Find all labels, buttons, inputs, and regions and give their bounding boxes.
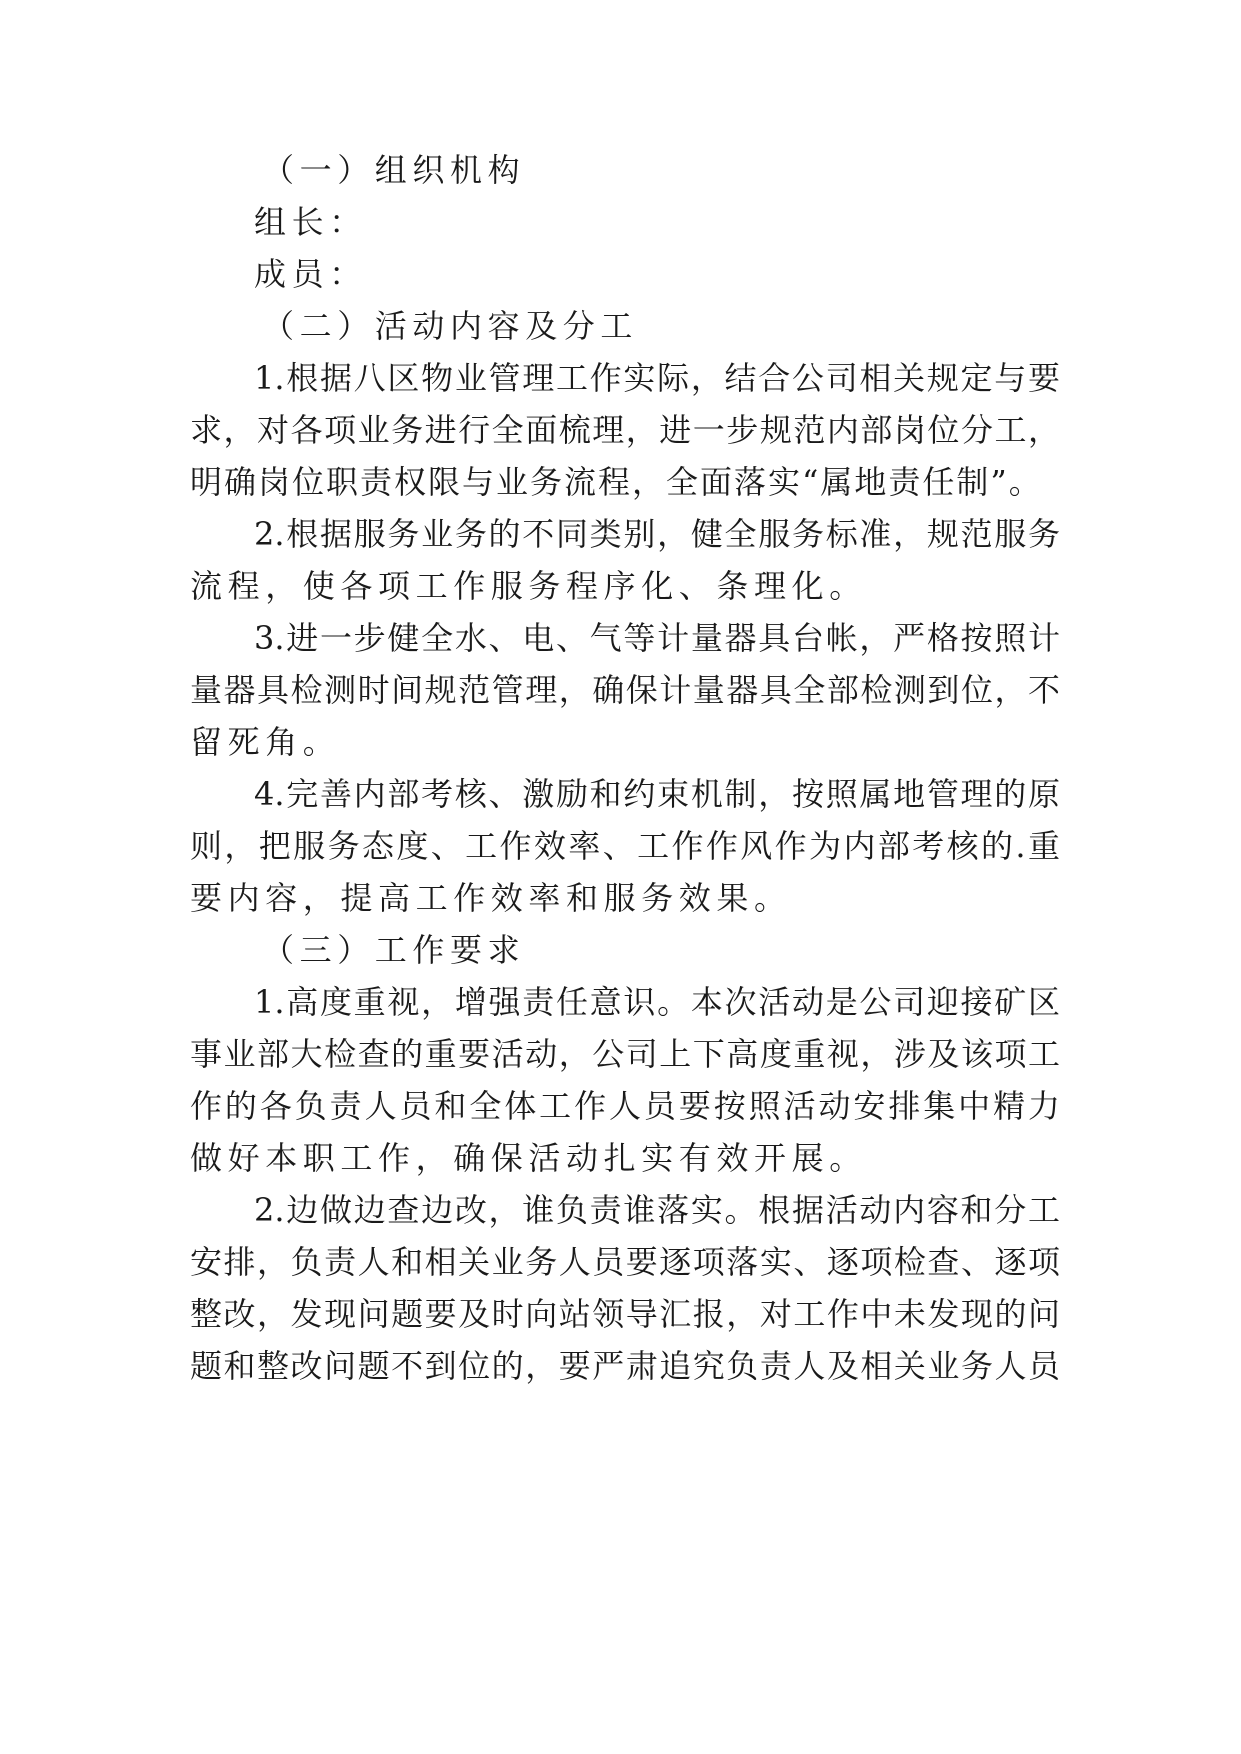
group-leader-label: 组长：: [254, 203, 367, 241]
paragraph-line: 作的各负责人员和全体工作人员要按照活动安排集中精力: [190, 1087, 1060, 1125]
paragraph-line: 事业部大检查的重要活动，公司上下高度重视，涉及该项工: [190, 1035, 1060, 1073]
paragraph-line: 流程，使各项工作服务程序化、条理化。: [190, 567, 867, 605]
paragraph-line: 3.进一步健全水、电、气等计量器具台帐，严格按照计: [254, 619, 1060, 657]
paragraph-line: 1.根据八区物业管理工作实际，结合公司相关规定与要: [254, 359, 1060, 397]
paragraph-line: 量器具检测时间规范管理，确保计量器具全部检测到位，不: [190, 671, 1060, 709]
paragraph-line: 4.完善内部考核、激励和约束机制，按照属地管理的原: [254, 775, 1060, 813]
section-heading-requirements: （三）工作要求: [262, 931, 526, 969]
paragraph-line: 1.高度重视，增强责任意识。本次活动是公司迎接矿区: [254, 983, 1060, 1021]
paragraph-line: 求，对各项业务进行全面梳理，进一步规范内部岗位分工，: [190, 411, 1060, 449]
paragraph-line: 做好本职工作，确保活动扎实有效开展。: [190, 1139, 867, 1177]
paragraph-line: 题和整改问题不到位的，要严肃追究负责人及相关业务人员: [190, 1347, 1060, 1385]
section-heading-organization: （一）组织机构: [262, 151, 526, 189]
paragraph-line: 整改，发现问题要及时向站领导汇报，对工作中未发现的问: [190, 1295, 1060, 1333]
paragraph-line: 明确岗位职责权限与业务流程，全面落实“属地责任制”。: [190, 463, 1043, 501]
paragraph-line: 留死角。: [190, 723, 341, 761]
paragraph-line: 2.边做边查边改，谁负责谁落实。根据活动内容和分工: [254, 1191, 1060, 1229]
paragraph-line: 要内容，提高工作效率和服务效果。: [190, 879, 792, 917]
section-heading-activities: （二）活动内容及分工: [262, 307, 639, 345]
paragraph-line: 则，把服务态度、工作效率、工作作风作为内部考核的.重: [190, 827, 1060, 865]
paragraph-line: 2.根据服务业务的不同类别，健全服务标准，规范服务: [254, 515, 1060, 553]
paragraph-line: 安排，负责人和相关业务人员要逐项落实、逐项检查、逐项: [190, 1243, 1060, 1281]
group-members-label: 成员：: [254, 255, 367, 293]
